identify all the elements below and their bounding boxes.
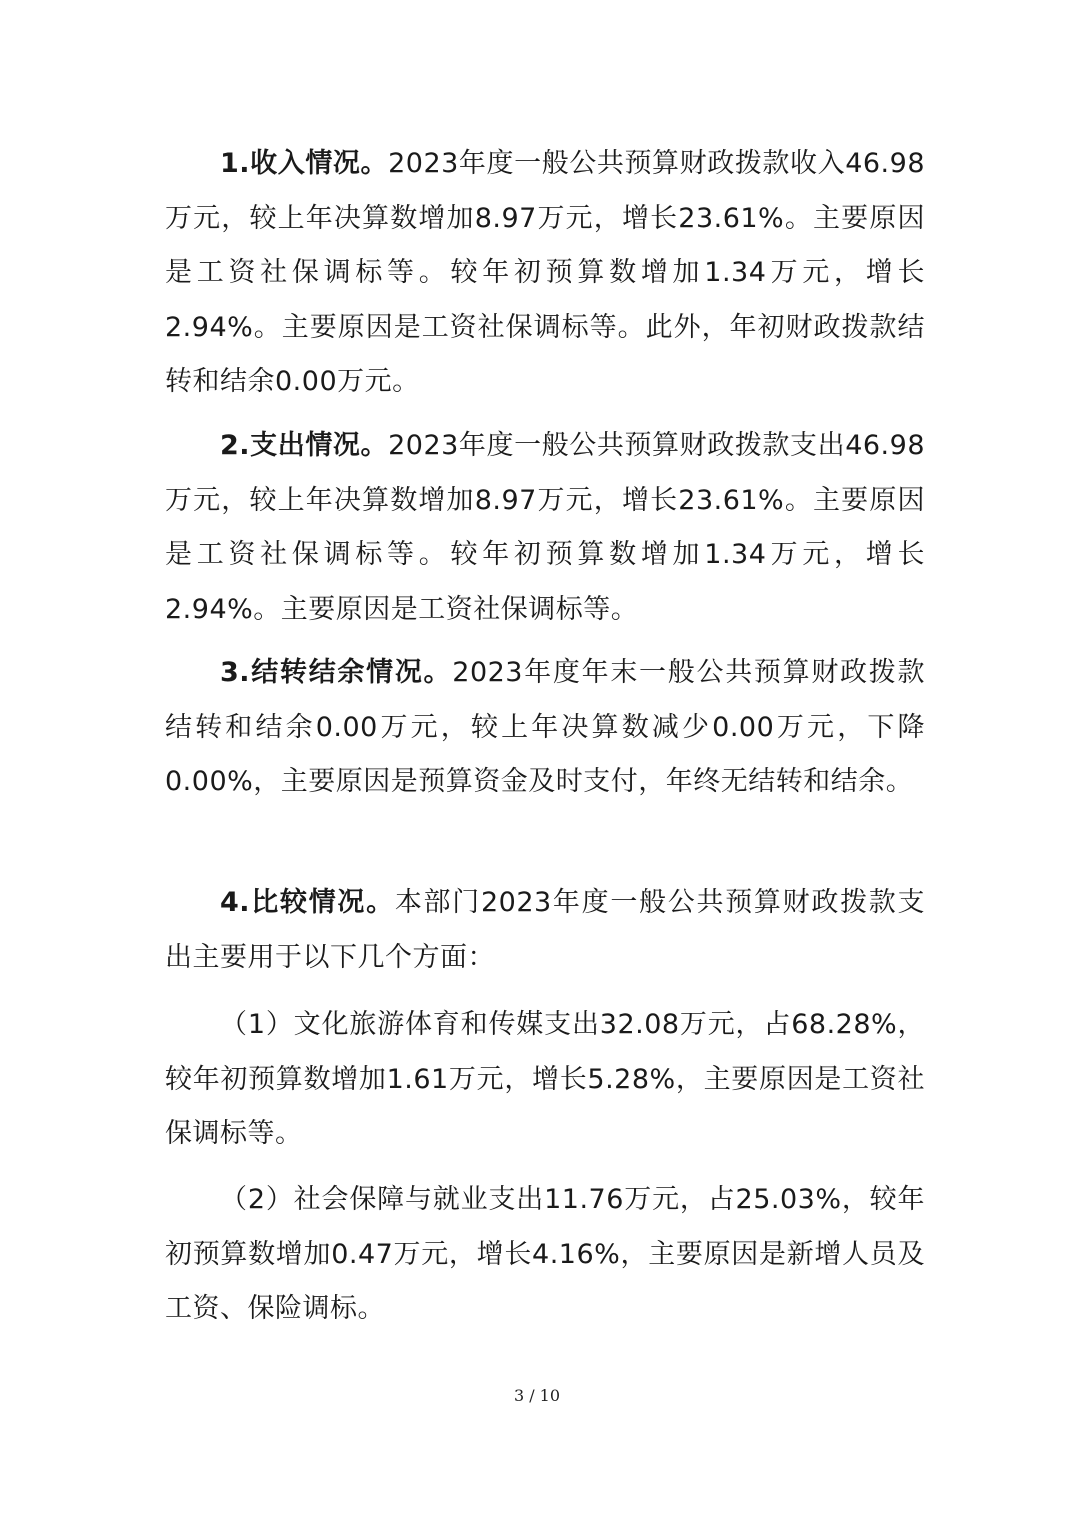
- heading-comparison: 4.比较情况。: [220, 887, 395, 918]
- heading-carryover: 3.结转结余情况。: [220, 657, 453, 688]
- paragraph-comparison: [165, 876, 925, 985]
- heading-expenditure: 2.支出情况。: [220, 430, 389, 461]
- paragraph-social-text: （2）社会保障与就业支出11.76万元，占25.03%，较年初预算数增加0.47万元，增长4.16%，主要原因是新增人员及工资、保险调标。: [165, 1184, 925, 1324]
- page-number: 3 / 10: [513, 1386, 561, 1405]
- paragraph-carryover-text: 2023年度年末一般公共预算财政拨款结转和结余0.00万元，较上年决算数减少0.00万元，下降0.00%，主要原因是预算资金及时支付，年终无结转和结余。: [165, 657, 925, 797]
- paragraph-income-text: 2023年度一般公共预算财政拨款收入46.98万元，较上年决算数增加8.97万元，增长23.61%。主要原因是工资社保调标等。较年初预算数增加1.34万元，增长2.94%。主要原因是工资社保调标等。此外，年初财政拨款结转和结余0.00万元。: [165, 148, 926, 397]
- paragraph-income: [165, 137, 925, 410]
- paragraph-expenditure: [165, 419, 925, 637]
- paragraph-comparison-text: 本部门2023年度一般公共预算财政拨款支出主要用于以下几个方面：: [165, 887, 925, 973]
- paragraph-culture-text: （1）文化旅游体育和传媒支出32.08万元，占68.28%，较年初预算数增加1.61万元，增长5.28%，主要原因是工资社保调标等。: [165, 1009, 925, 1149]
- paragraph-culture-item: [165, 998, 925, 1162]
- paragraph-carryover: [165, 646, 925, 810]
- paragraph-social-item: [165, 1173, 925, 1337]
- heading-income: 1.收入情况。: [220, 148, 389, 179]
- paragraph-expenditure-text: 2023年度一般公共预算财政拨款支出46.98万元，较上年决算数增加8.97万元，增长23.61%。主要原因是工资社保调标等。较年初预算数增加1.34万元，增长2.94%。主要原因是工资社保调标等。: [165, 430, 926, 625]
